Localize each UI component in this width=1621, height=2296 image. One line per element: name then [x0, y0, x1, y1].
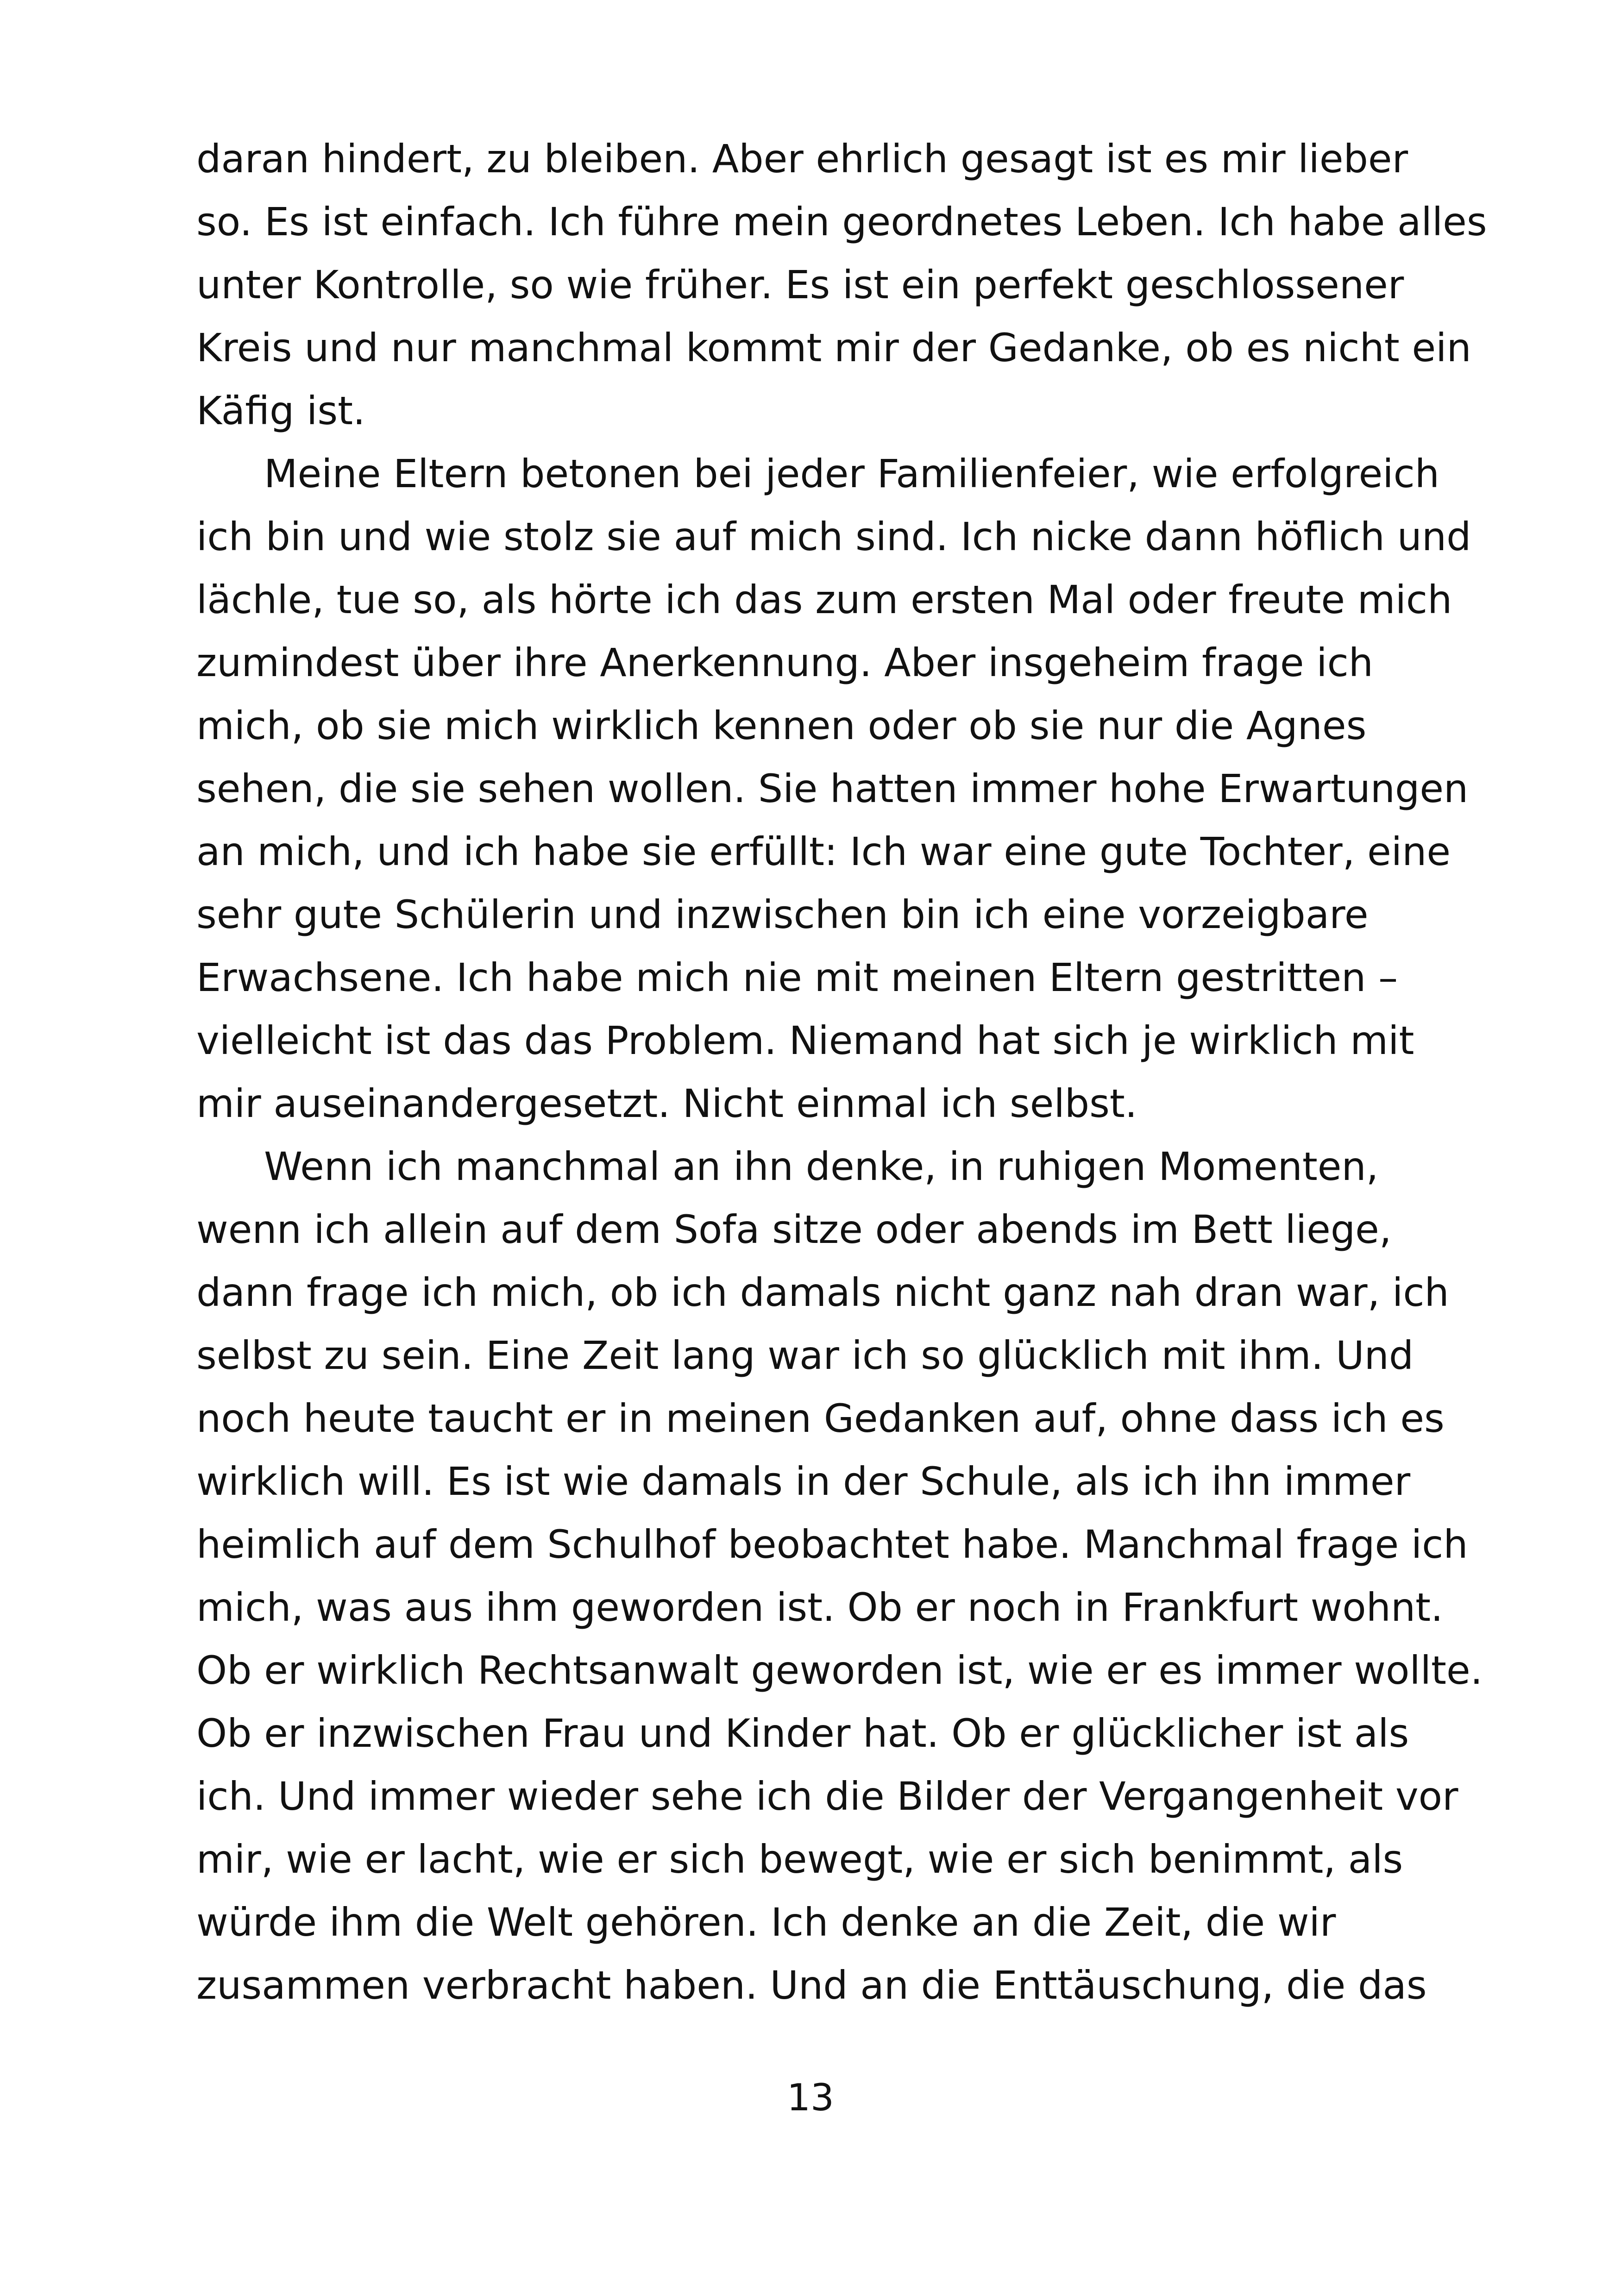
paragraph-first-line: Wenn ich manchmal an ihn denke, in ruhigen Momenten, — [264, 1144, 1379, 1189]
text-line: Kreis und nur manchmal kommt mir der Gedanke, ob es nicht ein — [196, 325, 1471, 370]
text-line: noch heute taucht er in meinen Gedanken auf, ohne dass ich es — [196, 1396, 1445, 1441]
text-line: würde ihm die Welt gehören. Ich denke an die Zeit, die wir — [196, 1900, 1336, 1945]
text-line: an mich, und ich habe sie erfüllt: Ich war eine gute Tochter, eine — [196, 829, 1451, 874]
text-line: Ob er wirklich Rechtsanwalt geworden ist, wie er es immer wollte. — [196, 1648, 1483, 1693]
page-number: 13 — [787, 2076, 834, 2119]
text-line: lächle, tue so, als hörte ich das zum ersten Mal oder freute mich — [196, 577, 1452, 622]
text-line: vielleicht ist das das Problem. Niemand hat sich je wirklich mit — [196, 1018, 1414, 1063]
paragraph-first-line: Meine Eltern betonen bei jeder Familienfeier, wie erfolgreich — [264, 451, 1440, 496]
text-line: ich bin und wie stolz sie auf mich sind. Ich nicke dann höflich und — [196, 514, 1471, 559]
text-line: zusammen verbracht haben. Und an die Enttäuschung, die das — [196, 1963, 1427, 2008]
text-line: dann frage ich mich, ob ich damals nicht ganz nah dran war, ich — [196, 1270, 1449, 1315]
text-line: ich. Und immer wieder sehe ich die Bilder der Vergangenheit vor — [196, 1774, 1458, 1819]
body-text — [196, 127, 1487, 2017]
text-line: unter Kontrolle, so wie früher. Es ist ein perfekt geschlossener — [196, 262, 1404, 307]
text-line: selbst zu sein. Eine Zeit lang war ich so glücklich mit ihm. Und — [196, 1333, 1414, 1378]
text-line: heimlich auf dem Schulhof beobachtet habe. Manchmal frage ich — [196, 1522, 1468, 1567]
text-line: mir, wie er lacht, wie er sich bewegt, wie er sich benimmt, als — [196, 1837, 1403, 1882]
text-line: mich, ob sie mich wirklich kennen oder ob sie nur die Agnes — [196, 703, 1367, 748]
text-line: so. Es ist einfach. Ich führe mein geordnetes Leben. Ich habe alles — [196, 199, 1487, 245]
text-line: mir auseinandergesetzt. Nicht einmal ich selbst. — [196, 1081, 1137, 1126]
text-line: wirklich will. Es ist wie damals in der Schule, als ich ihn immer — [196, 1459, 1411, 1504]
text-line: zumindest über ihre Anerkennung. Aber insgeheim frage ich — [196, 640, 1374, 685]
text-line: Käfig ist. — [196, 388, 365, 433]
text-line: daran hindert, zu bleiben. Aber ehrlich gesagt ist es mir lieber — [196, 136, 1408, 182]
text-line: sehen, die sie sehen wollen. Sie hatten immer hohe Erwartungen — [196, 766, 1469, 811]
text-line: mich, was aus ihm geworden ist. Ob er noch in Frankfurt wohnt. — [196, 1585, 1443, 1630]
text-line: sehr gute Schülerin und inzwischen bin ich eine vorzeigbare — [196, 892, 1369, 937]
text-line: Ob er inzwischen Frau und Kinder hat. Ob er glücklicher ist als — [196, 1711, 1409, 1756]
text-line: wenn ich allein auf dem Sofa sitze oder abends im Bett liege, — [196, 1207, 1392, 1252]
text-line: Erwachsene. Ich habe mich nie mit meinen Eltern gestritten – — [196, 955, 1398, 1000]
